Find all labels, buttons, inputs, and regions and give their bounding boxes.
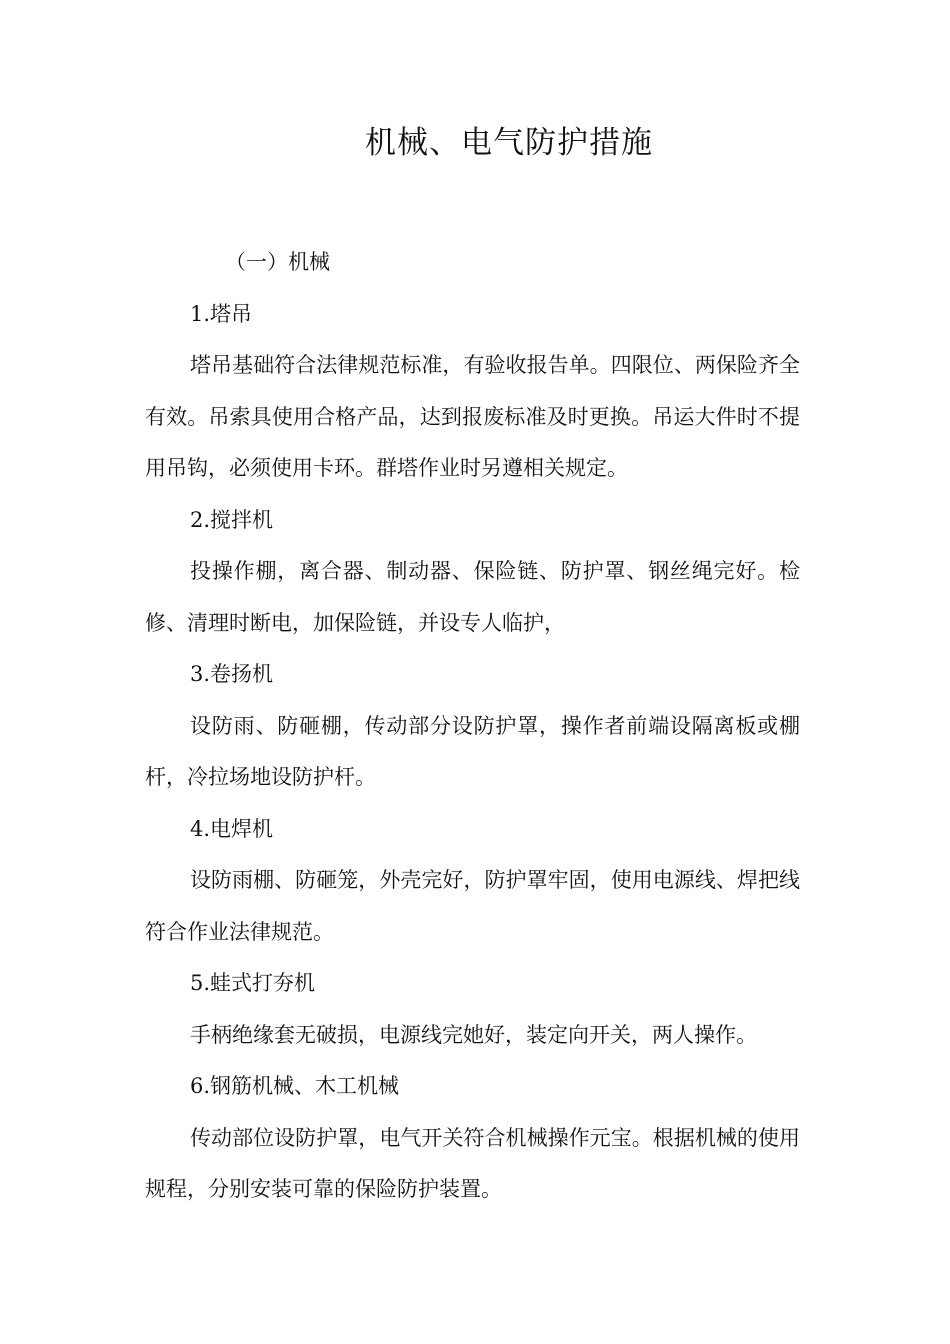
item-body-tamper: 手柄绝缘套无破损，电源线完她好，装定向开关，两人操作。 [190, 1022, 757, 1047]
item-body-mixer: 投操作棚，离合器、制动器、保险链、防护罩、钢丝绳完好。检修、清理时断电，加保险链，并设专人临护， [145, 559, 800, 635]
item-heading-hoist: 3.卷扬机 [190, 662, 274, 686]
section-heading: （一）机械 [225, 250, 330, 274]
document-body [145, 237, 800, 1216]
item-heading-tamper: 5.蛙式打夯机 [190, 971, 316, 995]
item-heading-tower-crane: 1.塔吊 [190, 301, 253, 326]
item-heading-rebar-wood-machinery: 6.钢筋机械、木工机械 [190, 1074, 400, 1098]
document-title: 机械、电气防护措施 [365, 125, 653, 161]
item-heading-mixer: 2.搅拌机 [190, 507, 274, 532]
item-body-tower-crane: 塔吊基础符合法律规范标准，有验收报告单。四限位、两保险齐全有效。吊索具使用合格产品，达到报废标准及时更换。吊运大件时不提用吊钩，必须使用卡环。群塔作业时另遵相关规定。 [145, 353, 800, 480]
item-body-rebar-wood-machinery: 传动部位设防护罩，电气开关符合机械操作元宝。根据机械的使用规程，分别安装可靠的保险防护装置。 [145, 1125, 800, 1201]
item-body-hoist: 设防雨、防砸棚，传动部分设防护罩，操作者前端设隔离板或棚杆，冷拉场地设防护杆。 [145, 713, 800, 789]
item-heading-welder: 4.电焊机 [190, 816, 274, 841]
item-body-welder: 设防雨棚、防砸笼，外壳完好，防护罩牢固，使用电源线、焊把线符合作业法律规范。 [145, 868, 800, 944]
